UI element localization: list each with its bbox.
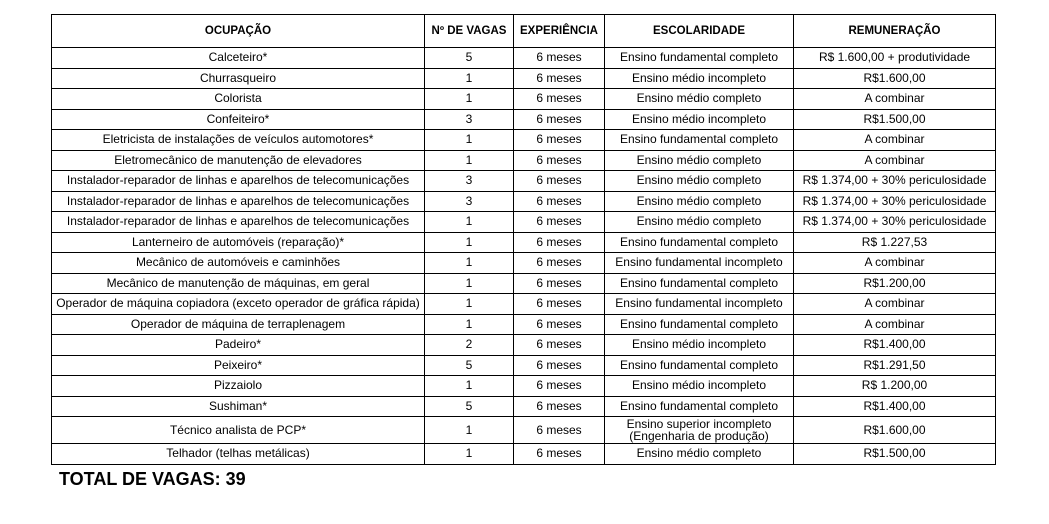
- cell-vagas: 3: [425, 191, 514, 212]
- cell-ocupacao: Eletromecânico de manutenção de elevadores: [52, 150, 425, 171]
- escolaridade-line-2: (Engenharia de produção): [629, 428, 769, 443]
- table-row: [52, 355, 996, 376]
- cell-experiencia: 6 meses: [514, 417, 605, 444]
- table-row: [52, 212, 996, 233]
- total-vagas: TOTAL DE VAGAS: 39: [59, 469, 246, 489]
- cell-vagas: 5: [425, 48, 514, 69]
- cell-ocupacao: Peixeiro*: [52, 355, 425, 376]
- cell-remuneracao: R$1.400,00: [794, 335, 996, 356]
- cell-experiencia: 6 meses: [514, 294, 605, 315]
- header-ocupacao: OCUPAÇÃO: [52, 15, 425, 48]
- cell-ocupacao: Instalador-reparador de linhas e aparelhos de telecomunicações: [52, 171, 425, 192]
- cell-escolaridade: Ensino médio completo: [605, 191, 794, 212]
- table-row: [52, 68, 996, 89]
- cell-vagas: 1: [425, 294, 514, 315]
- table-row: [52, 273, 996, 294]
- cell-escolaridade: Ensino fundamental completo: [605, 355, 794, 376]
- cell-remuneracao: A combinar: [794, 150, 996, 171]
- cell-escolaridade: Ensino médio incompleto: [605, 109, 794, 130]
- cell-experiencia: 6 meses: [514, 273, 605, 294]
- cell-experiencia: 6 meses: [514, 48, 605, 69]
- escolaridade-line-1: Ensino superior incompleto: [626, 416, 772, 431]
- cell-remuneracao: A combinar: [794, 253, 996, 274]
- cell-escolaridade: Ensino médio completo: [605, 212, 794, 233]
- table-row: [52, 376, 996, 397]
- table-row: [52, 253, 996, 274]
- cell-ocupacao: Lanterneiro de automóveis (reparação)*: [52, 232, 425, 253]
- cell-experiencia: 6 meses: [514, 89, 605, 110]
- table-row: [52, 294, 996, 315]
- cell-ocupacao: Churrasqueiro: [52, 68, 425, 89]
- cell-vagas: 5: [425, 355, 514, 376]
- cell-experiencia: 6 meses: [514, 212, 605, 233]
- cell-experiencia: 6 meses: [514, 68, 605, 89]
- cell-escolaridade: [605, 417, 794, 444]
- cell-vagas: 1: [425, 150, 514, 171]
- cell-vagas: 2: [425, 335, 514, 356]
- header-vagas: Nº DE VAGAS: [425, 15, 514, 48]
- cell-remuneracao: A combinar: [794, 294, 996, 315]
- cell-vagas: 1: [425, 314, 514, 335]
- cell-experiencia: 6 meses: [514, 444, 605, 465]
- cell-ocupacao: Instalador-reparador de linhas e aparelhos de telecomunicações: [52, 212, 425, 233]
- cell-remuneracao: A combinar: [794, 314, 996, 335]
- escolaridade-two-line: [627, 418, 772, 442]
- cell-ocupacao: Sushiman*: [52, 396, 425, 417]
- table-row: [52, 444, 996, 465]
- cell-experiencia: 6 meses: [514, 171, 605, 192]
- cell-ocupacao: Telhador (telhas metálicas): [52, 444, 425, 465]
- table-row: [52, 335, 996, 356]
- cell-remuneracao: R$1.600,00: [794, 68, 996, 89]
- table-row: [52, 130, 996, 151]
- cell-vagas: 1: [425, 444, 514, 465]
- cell-remuneracao: R$1.500,00: [794, 109, 996, 130]
- cell-ocupacao: Eletricista de instalações de veículos automotores*: [52, 130, 425, 151]
- cell-ocupacao: Técnico analista de PCP*: [52, 417, 425, 444]
- table-row: [52, 109, 996, 130]
- table-row: [52, 150, 996, 171]
- header-experiencia: EXPERIÊNCIA: [514, 15, 605, 48]
- cell-remuneracao: R$1.500,00: [794, 444, 996, 465]
- cell-remuneracao: R$1.600,00: [794, 417, 996, 444]
- cell-escolaridade: Ensino médio incompleto: [605, 376, 794, 397]
- cell-experiencia: 6 meses: [514, 191, 605, 212]
- cell-vagas: 1: [425, 68, 514, 89]
- cell-vagas: 5: [425, 396, 514, 417]
- cell-experiencia: 6 meses: [514, 253, 605, 274]
- cell-experiencia: 6 meses: [514, 355, 605, 376]
- cell-remuneracao: R$ 1.374,00 + 30% periculosidade: [794, 212, 996, 233]
- header-remuneracao: REMUNERAÇÃO: [794, 15, 996, 48]
- cell-ocupacao: Mecânico de manutenção de máquinas, em geral: [52, 273, 425, 294]
- jobs-table: [51, 14, 996, 465]
- cell-experiencia: 6 meses: [514, 232, 605, 253]
- cell-remuneracao: R$1.200,00: [794, 273, 996, 294]
- table-row: [52, 89, 996, 110]
- cell-experiencia: 6 meses: [514, 130, 605, 151]
- cell-escolaridade: Ensino fundamental completo: [605, 48, 794, 69]
- cell-ocupacao: Instalador-reparador de linhas e aparelhos de telecomunicações: [52, 191, 425, 212]
- cell-vagas: 3: [425, 171, 514, 192]
- cell-experiencia: 6 meses: [514, 314, 605, 335]
- header-row: [52, 15, 996, 48]
- cell-escolaridade: Ensino médio incompleto: [605, 68, 794, 89]
- cell-remuneracao: R$ 1.200,00: [794, 376, 996, 397]
- cell-escolaridade: Ensino fundamental completo: [605, 273, 794, 294]
- cell-ocupacao: Mecânico de automóveis e caminhões: [52, 253, 425, 274]
- cell-escolaridade: Ensino fundamental completo: [605, 130, 794, 151]
- cell-remuneracao: R$ 1.374,00 + 30% periculosidade: [794, 171, 996, 192]
- cell-vagas: 1: [425, 417, 514, 444]
- cell-escolaridade: Ensino médio completo: [605, 444, 794, 465]
- cell-remuneracao: R$1.291,50: [794, 355, 996, 376]
- cell-remuneracao: A combinar: [794, 89, 996, 110]
- table-row: [52, 396, 996, 417]
- cell-remuneracao: A combinar: [794, 130, 996, 151]
- cell-escolaridade: Ensino fundamental completo: [605, 232, 794, 253]
- cell-ocupacao: Confeiteiro*: [52, 109, 425, 130]
- header-escolaridade: ESCOLARIDADE: [605, 15, 794, 48]
- table-row: [52, 232, 996, 253]
- table-row: [52, 191, 996, 212]
- cell-vagas: 1: [425, 130, 514, 151]
- cell-experiencia: 6 meses: [514, 396, 605, 417]
- table-header: [52, 15, 996, 48]
- cell-experiencia: 6 meses: [514, 376, 605, 397]
- cell-escolaridade: Ensino fundamental completo: [605, 314, 794, 335]
- cell-ocupacao: Operador de máquina de terraplenagem: [52, 314, 425, 335]
- cell-remuneracao: R$ 1.227,53: [794, 232, 996, 253]
- cell-ocupacao: Padeiro*: [52, 335, 425, 356]
- cell-remuneracao: R$ 1.600,00 + produtividade: [794, 48, 996, 69]
- table-row: [52, 417, 996, 444]
- table-row: [52, 171, 996, 192]
- cell-experiencia: 6 meses: [514, 335, 605, 356]
- cell-remuneracao: R$1.400,00: [794, 396, 996, 417]
- table-row: [52, 314, 996, 335]
- cell-escolaridade: Ensino médio completo: [605, 89, 794, 110]
- cell-escolaridade: Ensino fundamental incompleto: [605, 253, 794, 274]
- cell-ocupacao: Colorista: [52, 89, 425, 110]
- cell-remuneracao: R$ 1.374,00 + 30% periculosidade: [794, 191, 996, 212]
- cell-experiencia: 6 meses: [514, 109, 605, 130]
- cell-ocupacao: Calceteiro*: [52, 48, 425, 69]
- cell-escolaridade: Ensino médio completo: [605, 150, 794, 171]
- cell-vagas: 1: [425, 89, 514, 110]
- cell-experiencia: 6 meses: [514, 150, 605, 171]
- cell-vagas: 1: [425, 232, 514, 253]
- cell-escolaridade: Ensino fundamental incompleto: [605, 294, 794, 315]
- cell-vagas: 1: [425, 253, 514, 274]
- cell-escolaridade: Ensino fundamental completo: [605, 396, 794, 417]
- cell-vagas: 1: [425, 273, 514, 294]
- cell-vagas: 3: [425, 109, 514, 130]
- cell-ocupacao: Pizzaiolo: [52, 376, 425, 397]
- cell-escolaridade: Ensino médio completo: [605, 171, 794, 192]
- cell-vagas: 1: [425, 376, 514, 397]
- table-body: [52, 48, 996, 465]
- cell-ocupacao: Operador de máquina copiadora (exceto operador de gráfica rápida): [52, 294, 425, 315]
- cell-escolaridade: Ensino médio incompleto: [605, 335, 794, 356]
- table-row: [52, 48, 996, 69]
- cell-vagas: 1: [425, 212, 514, 233]
